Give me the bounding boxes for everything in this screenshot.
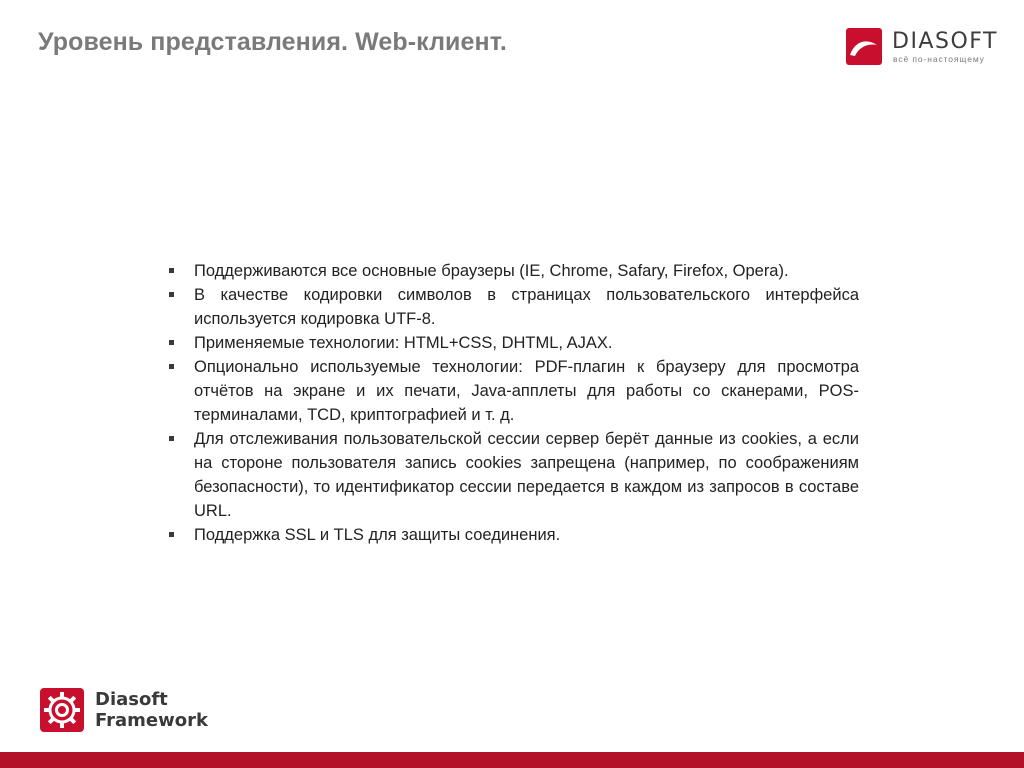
- bullet-square-icon: [169, 436, 174, 441]
- diasoft-framework-logo: [40, 688, 240, 734]
- list-item-text: Применяемые технологии: HTML+CSS, DHTML, AJAX.: [194, 334, 613, 352]
- bullet-list: [168, 259, 859, 547]
- slide-title: Уровень представления. Web-клиент.: [38, 28, 507, 56]
- list-item-text: Поддерживаются все основные браузеры (IE, Chrome, Safary, Firefox, Opera).: [194, 262, 789, 280]
- list-item: [168, 259, 859, 283]
- framework-logo-line1: Diasoft: [95, 689, 168, 710]
- list-item: [168, 331, 859, 355]
- bullet-square-icon: [169, 292, 174, 297]
- list-item: [168, 523, 859, 547]
- bullet-square-icon: [169, 340, 174, 345]
- diasoft-logo-mark-icon: [846, 28, 882, 65]
- list-item-text: В качестве кодировки символов в страницах пользовательского интерфейса используется кодировка UTF-8.: [194, 286, 859, 328]
- framework-logo-text: [95, 689, 208, 731]
- bullet-square-icon: [169, 364, 174, 369]
- framework-logo-line2: Framework: [95, 710, 208, 731]
- list-item-text: Опционально используемые технологии: PDF-плагин к браузеру для просмотра отчётов на экране и их печати, Java-апплеты для работы со сканерами, POS-терминалами, TCD, криптографией и т. д.: [194, 358, 859, 424]
- bullet-square-icon: [169, 532, 174, 537]
- list-item: [168, 283, 859, 331]
- list-item: [168, 355, 859, 427]
- diasoft-logo-name: DIASOFT: [892, 29, 998, 54]
- diasoft-logo: [846, 28, 1006, 66]
- list-item-text: Поддержка SSL и TLS для защиты соединения.: [194, 526, 561, 544]
- list-item-text: Для отслеживания пользовательской сессии сервер берёт данные из cookies, а если на стороне пользователя запись cookies запрещена (например, по соображениям безопасности), то идентификатор сессии передается в каждом из запросов в составе URL.: [194, 430, 859, 520]
- bullet-square-icon: [169, 268, 174, 273]
- diasoft-logo-tagline: всё по-настоящему: [893, 54, 985, 64]
- list-item: [168, 427, 859, 523]
- bottom-accent-bar: [0, 752, 1024, 768]
- framework-gear-icon: [40, 688, 84, 732]
